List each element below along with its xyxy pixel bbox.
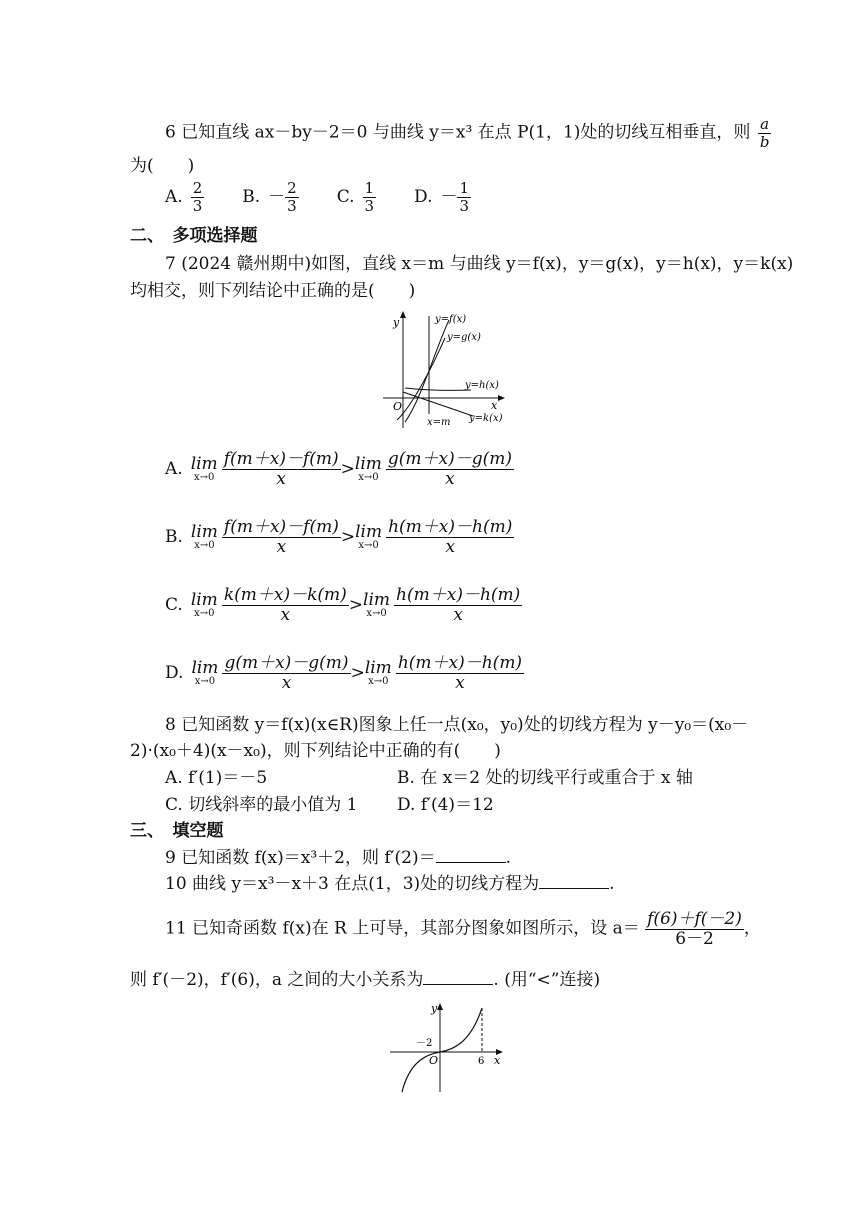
q6-options [165,180,471,214]
frac-num: f(6)＋f(－2) [647,909,742,929]
label-g: y=g(x) [447,332,481,343]
q6-line1 [165,116,771,150]
frac-num: g(m＋x)－g(m) [224,653,349,673]
greater-than: > [340,526,356,547]
comma: ， [743,918,761,939]
y-axis-arrow [437,1003,443,1010]
q11-stem-end: . (用“<”连接) [493,970,601,990]
section-heading-multiple-choice: 二、 多项选择题 [130,226,258,246]
q6-frac-num: a [760,115,770,133]
label-h: y=h(x) [465,380,499,391]
q8-option-c: C. 切线斜率的最小值为 1 [165,795,358,815]
lim-word: lim [190,521,218,542]
difference-quotient-right [386,450,514,488]
option-label: C. [336,186,355,207]
frac-num: h(m＋x)－h(m) [396,585,521,605]
label-y: y [431,1002,438,1015]
q8-option-b: B. 在 x＝2 处的切线平行或重合于 x 轴 [397,768,693,788]
label-x-equals-m: x=m [427,417,451,428]
q6-fraction [758,116,772,150]
section-heading-fill-in: 三、 填空题 [130,821,224,841]
option-label: D. [414,186,433,207]
option-fraction [285,180,299,214]
difference-quotient-right [396,654,524,692]
q7-option-d [165,654,524,692]
label-f: y=f(x) [435,314,467,325]
greater-than: > [340,458,355,479]
frac-den: 6－2 [645,929,744,949]
q8-line2: 2)·(x₀＋4)(x－x₀)，则下列结论中正确的有( ) [130,741,501,761]
frac-den: x [394,605,522,625]
limit-left [190,453,218,483]
option-label: D. [165,662,184,683]
frac-den: 3 [192,196,203,215]
greater-than: > [348,594,364,615]
q7-function-graph [383,310,523,430]
q7-option-c [165,586,522,624]
q10-stem: 10 曲线 y＝x³－x＋3 在点(1，3)处的切线方程为 [165,874,540,894]
odd-function-curve [402,1008,485,1092]
frac-den: 3 [364,196,375,215]
lim-sub: x→0 [358,539,379,551]
label-neg2: －2 [416,1038,433,1049]
difference-quotient-left [222,518,341,556]
frac-num: f(m＋x)－f(m) [223,449,339,469]
q6-frac-den: b [759,132,770,151]
lim-word: lim [354,453,382,474]
curve-f [405,320,449,422]
label-origin: O [429,1054,439,1067]
frac-den: x [386,469,514,489]
frac-num: g(m＋x)－g(m) [387,449,513,469]
difference-quotient-left [222,654,350,692]
difference-quotient-left [222,450,341,488]
difference-quotient-right [386,518,514,556]
lim-sub: x→0 [366,607,387,619]
lim-word: lim [190,589,218,610]
frac-den: x [222,673,350,693]
lim-word: lim [190,453,218,474]
limit-right [354,453,382,483]
frac-num: 1 [364,179,375,197]
x-axis-arrow [498,395,505,401]
limit-left [191,657,219,687]
q11-stem-2: 则 f′(－2)，f′(6)，a 之间的大小关系为 [130,970,424,990]
label-origin: O [393,400,403,413]
curve-k [403,392,473,416]
option-label: A. [165,186,183,207]
q6-option-d [414,180,471,214]
lim-sub: x→0 [194,607,215,619]
q11-stem: 11 已知奇函数 f(x)在 R 上可导，其部分图象如图所示，设 a＝ [165,918,640,939]
frac-den: x [396,673,524,693]
option-fraction [363,180,377,214]
frac-num: h(m＋x)－h(m) [388,517,513,537]
curve-h [405,388,471,390]
difference-quotient-right [394,586,522,624]
lim-word: lim [191,657,219,678]
option-label: C. [165,594,183,615]
q8-option-a: A. f′(1)＝－5 [165,768,268,788]
lim-word: lim [355,521,383,542]
q7-option-b [165,518,514,556]
frac-den: x [386,537,514,557]
option-fraction [191,180,205,214]
frac-den: x [222,469,341,489]
q10-line [165,874,615,894]
q9-line [165,848,511,868]
q7-option-a [165,450,514,488]
label-x: x [494,1054,501,1067]
lim-sub: x→0 [358,471,379,483]
limit-right [355,521,383,551]
answer-blank[interactable] [436,848,506,863]
frac-num: h(m＋x)－h(m) [397,653,523,673]
answer-blank[interactable] [539,874,609,889]
q8-option-d: D. f′(4)＝12 [397,795,494,815]
label-y: y [393,316,400,329]
q11-fraction [645,910,744,948]
option-label: B. [242,186,261,207]
difference-quotient-left [222,586,349,624]
frac-num: 2 [287,179,297,197]
q6-option-c [337,180,376,214]
q6-option-a [165,180,204,214]
lim-word: lim [364,657,392,678]
option-sign: － [440,186,458,207]
limit-right [364,657,392,687]
label-k: y=k(x) [469,413,503,424]
limit-left [190,589,218,619]
frac-den: 3 [287,196,297,215]
lim-word: lim [363,589,391,610]
lim-sub: x→0 [194,675,216,687]
q11-line1 [165,910,761,948]
lim-sub: x→0 [194,539,215,551]
q6-option-b [242,180,298,214]
frac-den: x [222,605,349,625]
frac-den: x [222,537,341,557]
limit-right [363,589,391,619]
curve-g [397,338,445,420]
frac-num: f(m＋x)－f(m) [223,517,339,537]
lim-sub: x→0 [193,471,215,483]
option-fraction [457,180,471,214]
q7-line2: 均相交，则下列结论中正确的是( ) [130,281,416,301]
period: . [505,848,512,868]
option-label: B. [165,526,183,547]
option-sign: － [268,186,286,207]
q6-stem: 6 已知直线 ax－by－2＝0 与曲线 y＝x³ 在点 P(1，1)处的切线互相垂直，则 [165,122,751,143]
frac-num: k(m＋x)－k(m) [223,585,347,605]
q8-line1: 8 已知函数 y＝f(x)(x∈R)图象上任一点(x₀，y₀)处的切线方程为 y－y₀＝(x₀－ [165,715,749,735]
frac-num: 1 [459,179,470,197]
q7-line1: 7 (2024 赣州期中)如图，直线 x＝m 与曲线 y＝f(x)，y＝g(x)，y＝h(x)，y＝k(x) [165,254,794,274]
label-x: x [491,399,498,412]
lim-sub: x→0 [368,675,389,687]
limit-left [190,521,218,551]
q11-function-graph [388,1000,513,1095]
y-axis-arrow [400,311,406,318]
q6-line2: 为( ) [130,156,195,176]
frac-den: 3 [459,196,470,215]
label-6: 6 [478,1056,485,1067]
period: . [609,874,615,894]
option-label: A. [165,458,183,479]
frac-num: 2 [192,179,203,197]
answer-blank[interactable] [423,970,493,985]
q9-stem: 9 已知函数 f(x)＝x³＋2，则 f′(2)＝ [165,848,436,868]
greater-than: > [350,662,365,683]
q11-line2 [130,970,600,990]
